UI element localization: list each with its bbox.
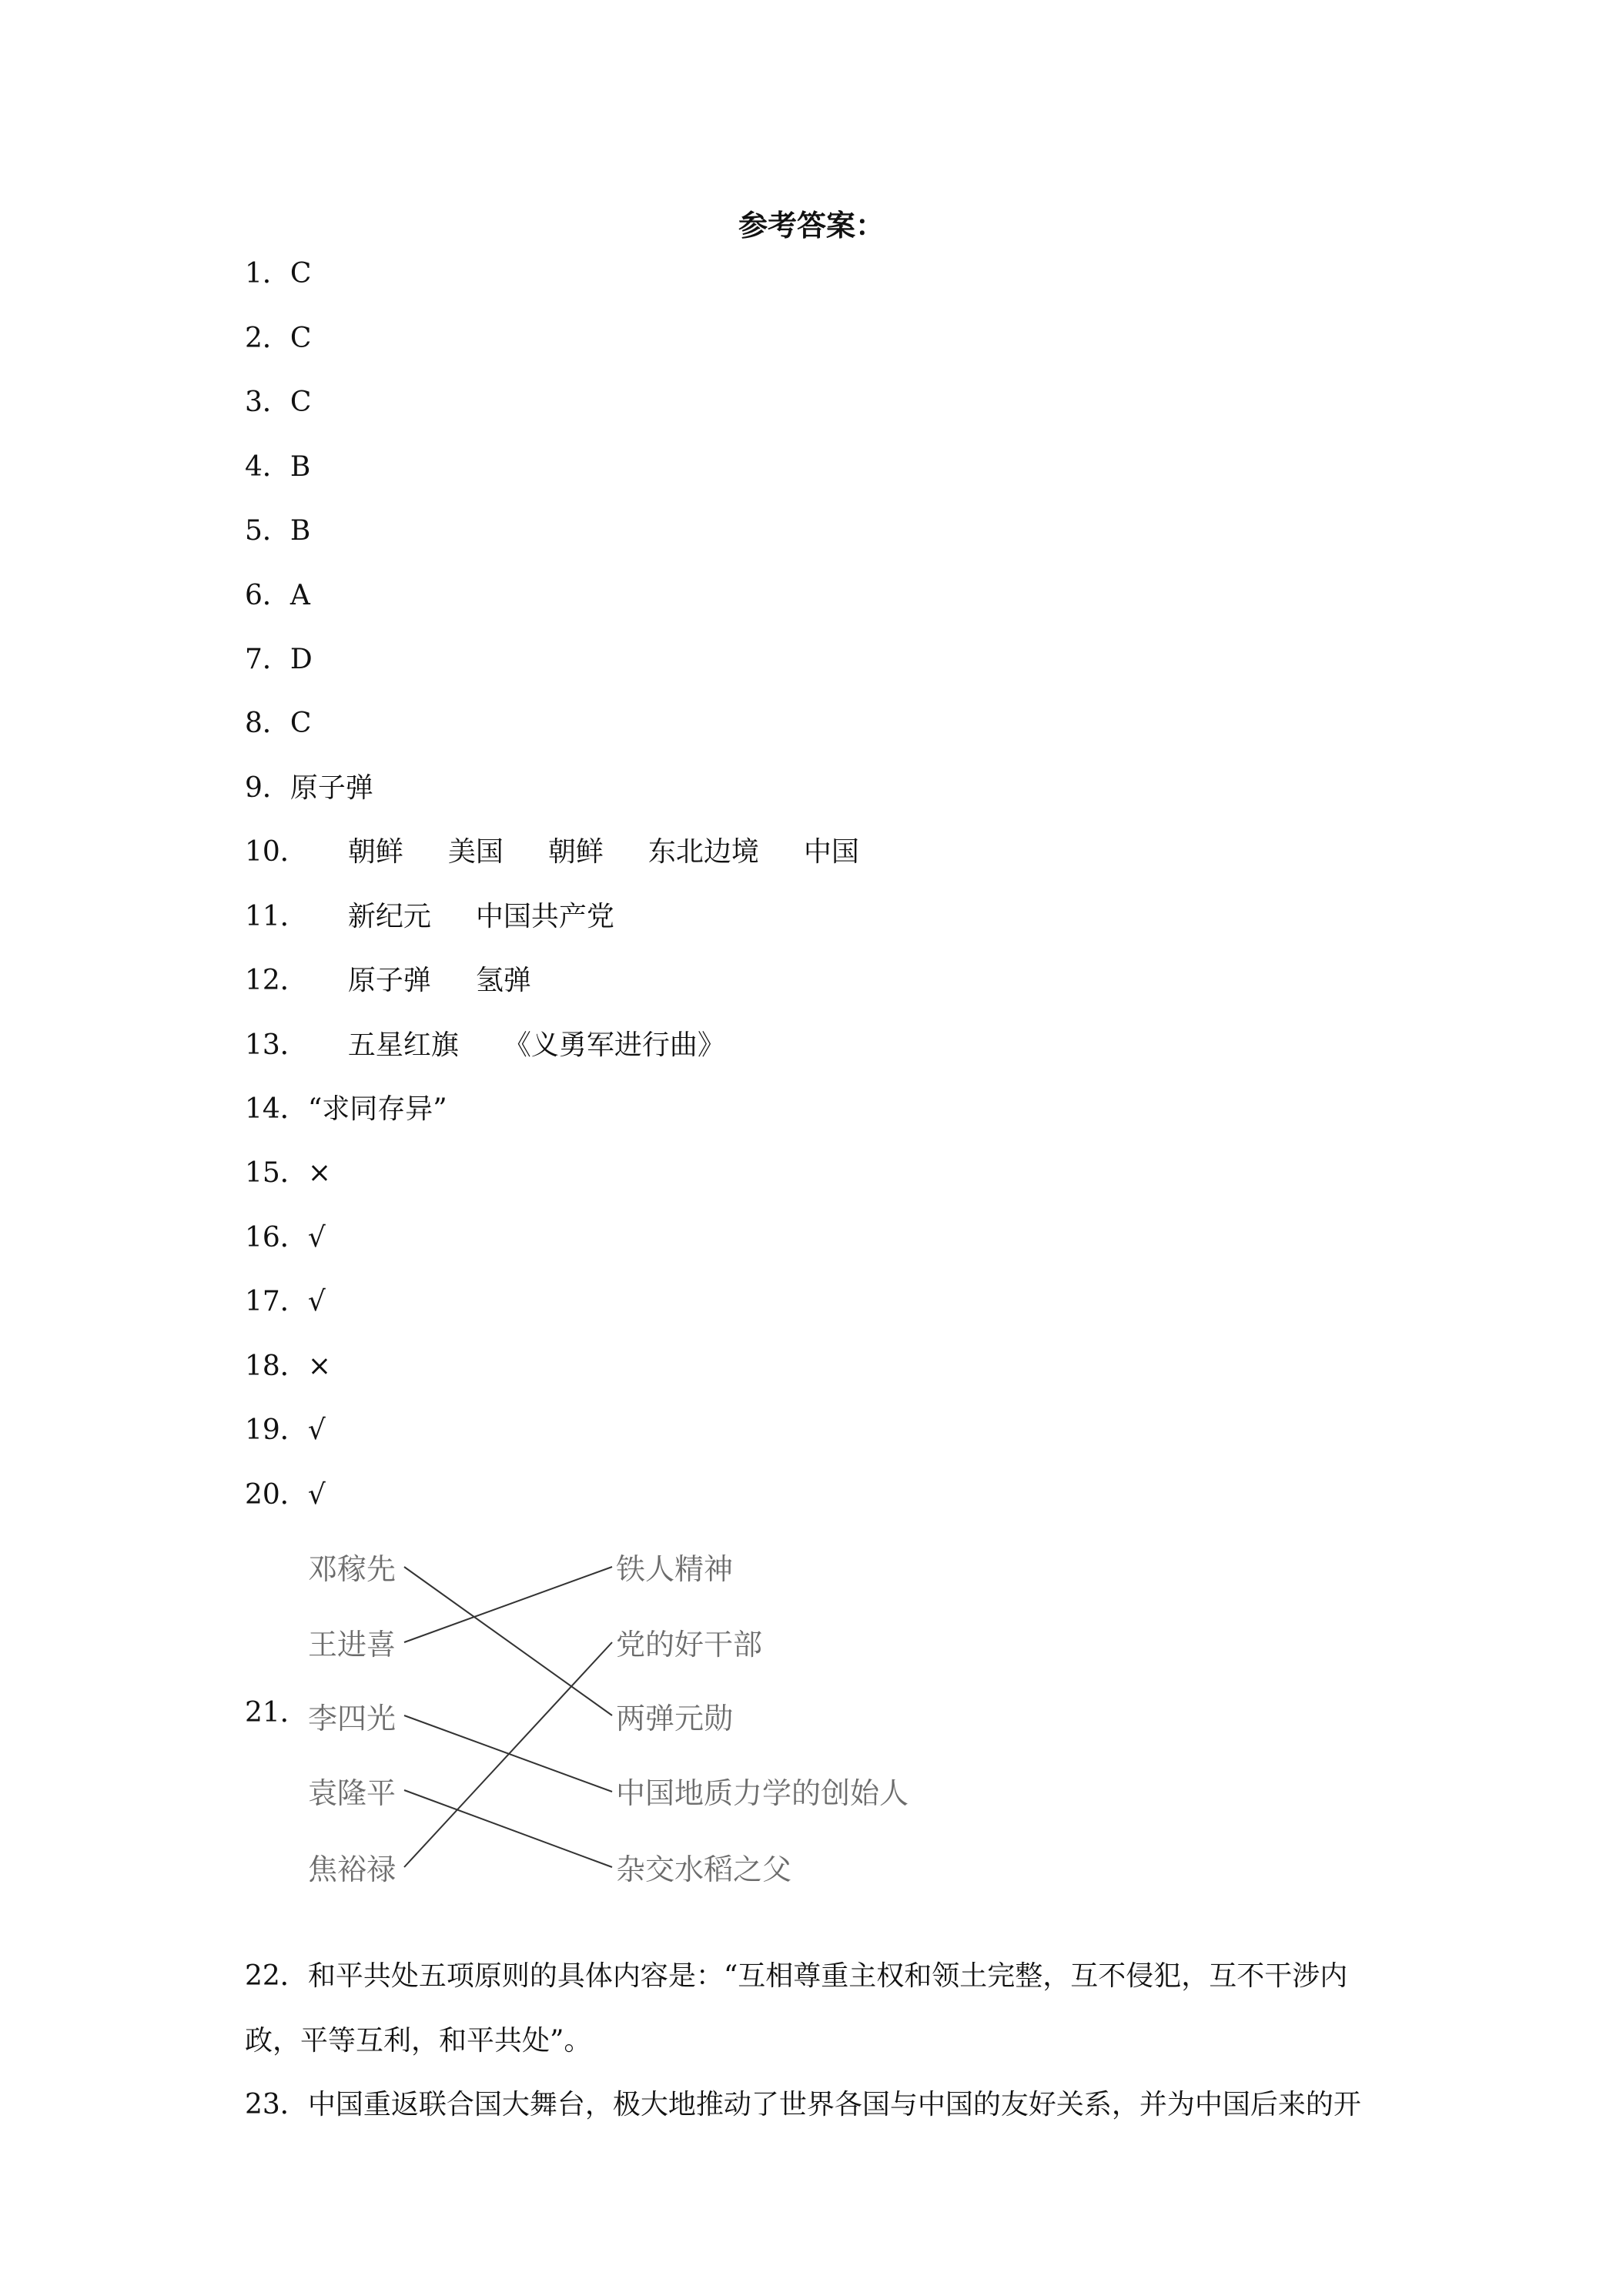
answer-line: 4．B bbox=[245, 451, 311, 483]
match-line-jiao bbox=[404, 1642, 612, 1867]
answer-line: 19．√ bbox=[245, 1414, 326, 1446]
answer-number-21: 21． bbox=[245, 1697, 308, 1729]
answer-line: 14．“求同存异” bbox=[245, 1093, 447, 1125]
match-left-item: 王进喜 bbox=[308, 1628, 397, 1662]
answer-line: 18．× bbox=[245, 1350, 331, 1382]
match-right-item: 杂交水稻之父 bbox=[616, 1853, 792, 1886]
answer-line: 2．C bbox=[245, 323, 312, 354]
match-right-item: 党的好干部 bbox=[616, 1628, 763, 1662]
match-right-item: 铁人精神 bbox=[616, 1552, 734, 1586]
answer-line: 16．√ bbox=[245, 1222, 326, 1253]
match-line-li bbox=[404, 1715, 612, 1792]
answer-line: 9．原子弹 bbox=[245, 772, 373, 804]
match-line-deng bbox=[404, 1567, 612, 1715]
answer-line: 5．B bbox=[245, 515, 311, 547]
answer-line: 13． 五星红旗 《义勇军进行曲》 bbox=[245, 1029, 725, 1061]
match-line-yuan bbox=[404, 1790, 612, 1867]
match-left-item: 袁隆平 bbox=[308, 1776, 397, 1810]
matching-diagram bbox=[293, 1528, 986, 1898]
answer-line: 17．√ bbox=[245, 1286, 326, 1317]
answer-line: 10． 朝鲜 美国 朝鲜 东北边境 中国 bbox=[245, 836, 859, 868]
match-right-item: 两弹元勋 bbox=[616, 1702, 734, 1735]
answer-line: 3．C bbox=[245, 387, 312, 418]
answer-line: 8．C bbox=[245, 708, 312, 739]
answer-line: 15．× bbox=[245, 1157, 331, 1189]
answer-line: 1．C bbox=[245, 258, 312, 290]
answer-line: 6．A bbox=[245, 580, 310, 611]
match-left-item: 焦裕禄 bbox=[308, 1853, 397, 1886]
answer-paragraph-23: 23．中国重返联合国大舞台，极大地推动了世界各国与中国的友好关系，并为中国后来的开 bbox=[245, 2089, 1361, 2120]
match-left-item: 邓稼先 bbox=[308, 1552, 397, 1586]
answer-line: 7．D bbox=[245, 644, 313, 675]
answer-line: 11． 新纪元 中国共产党 bbox=[245, 901, 614, 932]
answer-paragraph-22: 22．和平共处五项原则的具体内容是：“互相尊重主权和领土完整，互不侵犯，互不干涉内政，平等互利，和平共处”。 bbox=[245, 1960, 1348, 2057]
answer-line: 12． 原子弹 氢弹 bbox=[245, 965, 531, 996]
match-left-item: 李四光 bbox=[308, 1702, 397, 1735]
match-line-wang bbox=[404, 1567, 612, 1642]
match-right-item: 中国地质力学的创始人 bbox=[616, 1776, 909, 1810]
answer-line: 20．√ bbox=[245, 1479, 326, 1511]
page-title: 参考答案： bbox=[738, 209, 885, 243]
